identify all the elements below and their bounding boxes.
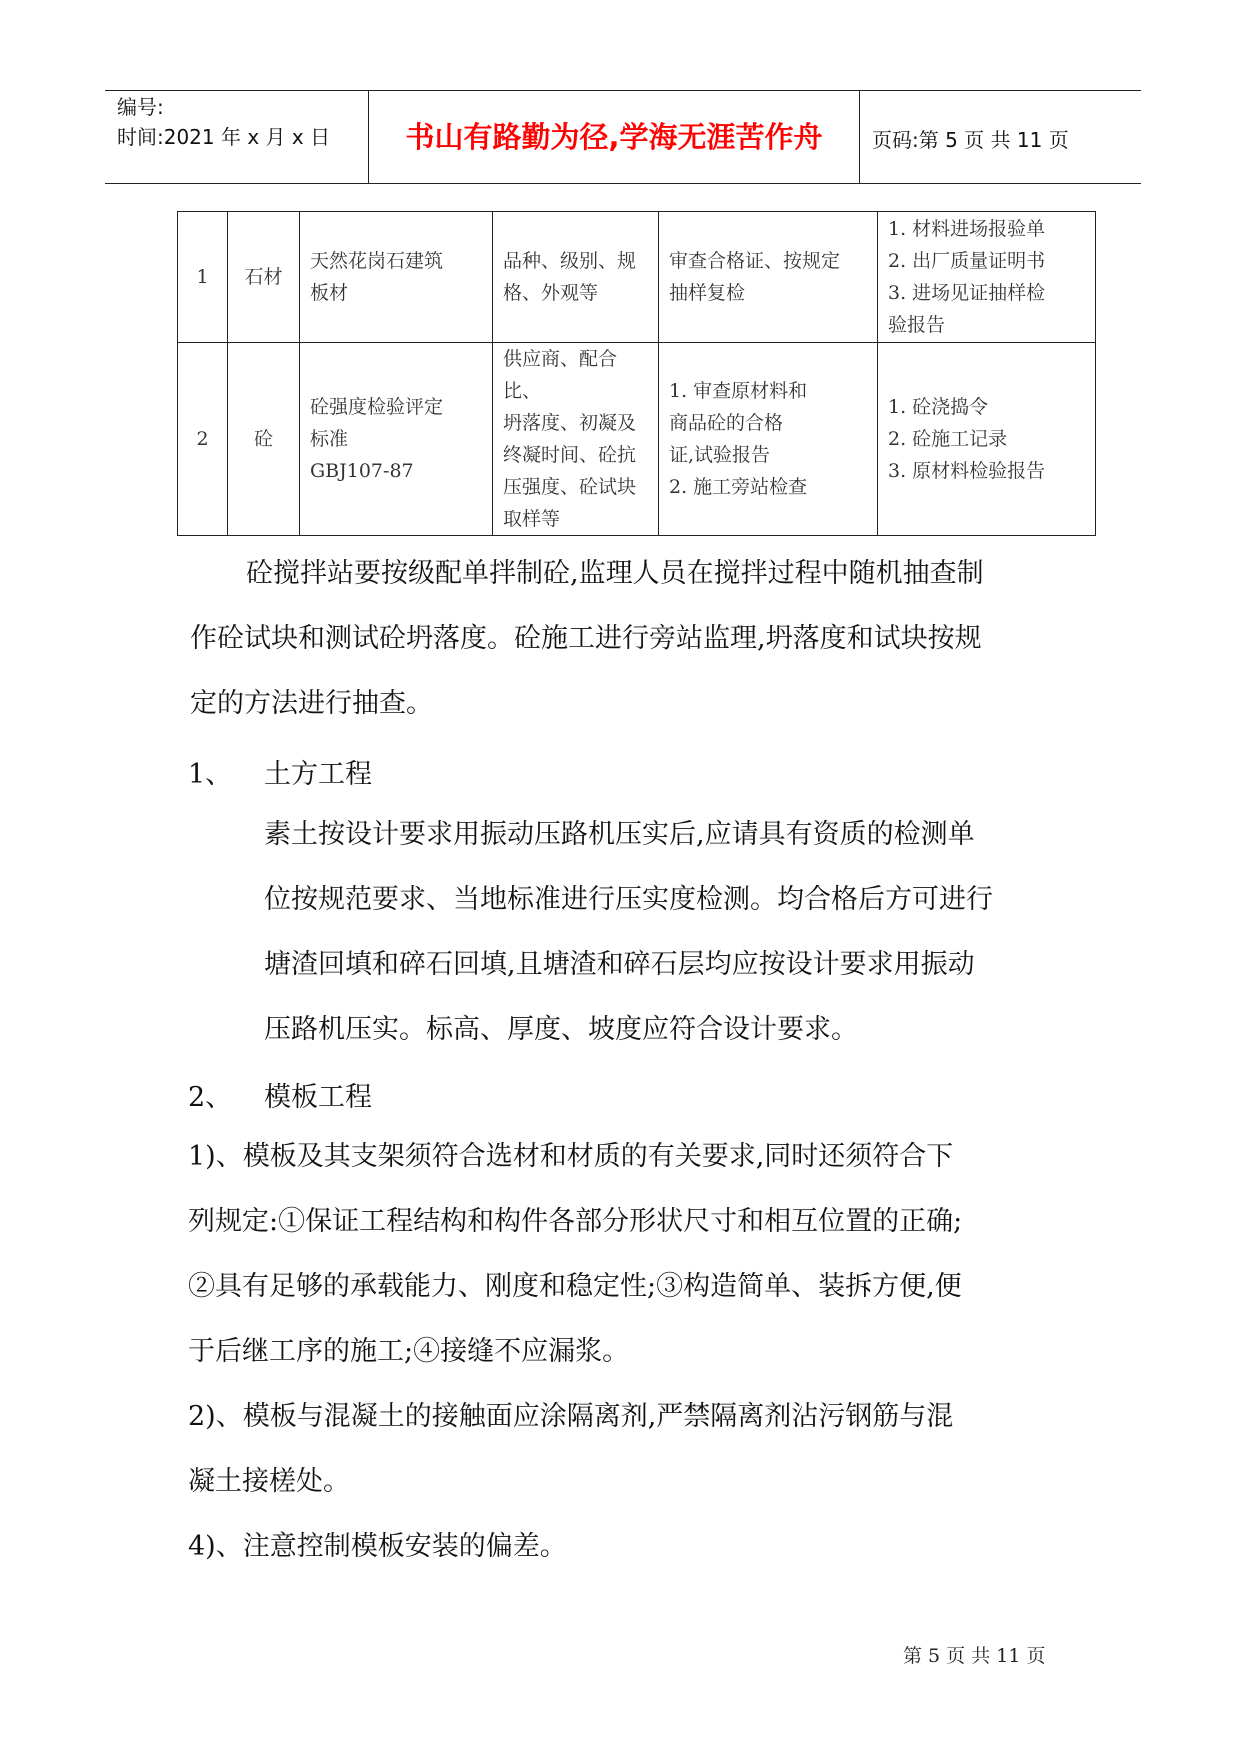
cell-line: 坍落度、初凝及: [503, 412, 637, 434]
cell-line: 证,试验报告: [669, 444, 771, 466]
header-divider-right: [859, 90, 860, 184]
cell-line: 1. 材料进场报验单: [888, 218, 1046, 240]
table-row: [178, 343, 1096, 536]
cell-line: 验报告: [888, 314, 946, 336]
text-line: 作砼试块和测试砼坍落度。砼施工进行旁站监理,坍落度和试块按规: [190, 623, 982, 654]
cell-line: GBJ107-87: [310, 460, 414, 482]
section-number: 2、: [188, 1082, 233, 1113]
text-line: 于后继工序的施工;④接缝不应漏浆。: [188, 1336, 630, 1367]
text-line: ②具有足够的承载能力、刚度和稳定性;③构造简单、装拆方便,便: [188, 1271, 962, 1302]
header-top-rule: [105, 90, 1141, 91]
standard-cell: [300, 343, 493, 536]
section1-paragraph: [264, 802, 993, 1062]
row-number: 2: [178, 343, 228, 536]
documents-cell: [878, 212, 1096, 343]
cell-line: 供应商、配合比、: [503, 348, 618, 402]
header-page-label: 页码:第 5 页 共 11 页: [872, 128, 1069, 152]
cell-line: 抽样复检: [669, 282, 746, 304]
text-line: 砼搅拌站要按级配单拌制砼,监理人员在搅拌过程中随机抽查制: [246, 558, 984, 589]
cell-line: 1. 砼浇捣令: [888, 396, 989, 418]
standard-cell: [300, 212, 493, 343]
documents-cell: [878, 343, 1096, 536]
cell-line: 3. 原材料检验报告: [888, 460, 1046, 482]
text-line: 压路机压实。标高、厚度、坡度应符合设计要求。: [264, 1014, 858, 1045]
table-row: [178, 212, 1096, 343]
cell-line: 2. 砼施工记录: [888, 428, 1008, 450]
text-line: 塘渣回填和碎石回填,且塘渣和碎石层均应按设计要求用振动: [264, 949, 975, 980]
section-title: 模板工程: [264, 1082, 372, 1113]
section-title: 土方工程: [264, 759, 372, 790]
row-number: 1: [178, 212, 228, 343]
cell-line: 砼强度检验评定: [310, 396, 444, 418]
text-line: 定的方法进行抽查。: [190, 688, 433, 719]
material-name: 砼: [228, 343, 300, 536]
section-heading: [188, 1075, 372, 1114]
cell-line: 压强度、砼试块: [503, 476, 637, 498]
text-line: 1)、模板及其支架须符合选材和材质的有关要求,同时还须符合下: [188, 1141, 954, 1172]
serial-label: 编号:: [117, 95, 164, 119]
section-number: 1、: [188, 759, 233, 790]
cell-line: 2. 出厂质量证明书: [888, 250, 1046, 272]
cell-line: 1. 审查原材料和: [669, 380, 808, 402]
page-footer: 第 5 页 共 11 页: [903, 1645, 1046, 1667]
cell-line: 标准: [310, 428, 349, 450]
text-line: 位按规范要求、当地标准进行压实度检测。均合格后方可进行: [264, 884, 993, 915]
cell-line: 终凝时间、砼抗: [503, 444, 637, 466]
header-bottom-rule: [105, 183, 1141, 184]
material-name: 石材: [228, 212, 300, 343]
cell-line: 天然花岗石建筑: [310, 250, 444, 272]
text-line: 4)、注意控制模板安装的偏差。: [188, 1531, 567, 1562]
rules-paragraph: [188, 1124, 962, 1579]
time-label: 时间:2021 年 x 月 x 日: [117, 125, 331, 149]
check-items-cell: [493, 343, 659, 536]
cell-line: 取样等: [503, 508, 561, 530]
cell-line: 格、外观等: [503, 282, 599, 304]
cell-line: 商品砼的合格: [669, 412, 784, 434]
header-divider-left: [368, 90, 369, 184]
text-line: 凝土接槎处。: [188, 1466, 350, 1497]
cell-line: 3. 进场见证抽样检: [888, 282, 1046, 304]
cell-line: 2. 施工旁站检查: [669, 476, 808, 498]
intro-paragraph: [190, 541, 984, 736]
inspection-table: [177, 211, 1096, 536]
text-line: 列规定:①保证工程结构和构件各部分形状尺寸和相互位置的正确;: [188, 1206, 963, 1237]
method-cell: [659, 212, 878, 343]
cell-line: 品种、级别、规: [503, 250, 637, 272]
header-meta: [117, 92, 330, 152]
text-line: 素土按设计要求用振动压路机压实后,应请具有资质的检测单: [264, 819, 975, 850]
check-items-cell: [493, 212, 659, 343]
cell-line: 板材: [310, 282, 349, 304]
text-line: 2)、模板与混凝土的接触面应涂隔离剂,严禁隔离剂沾污钢筋与混: [188, 1401, 954, 1432]
cell-line: 审查合格证、按规定: [669, 250, 841, 272]
section-heading: [188, 752, 372, 791]
header-motto: 书山有路勤为径,学海无涯苦作舟: [405, 120, 823, 154]
method-cell: [659, 343, 878, 536]
